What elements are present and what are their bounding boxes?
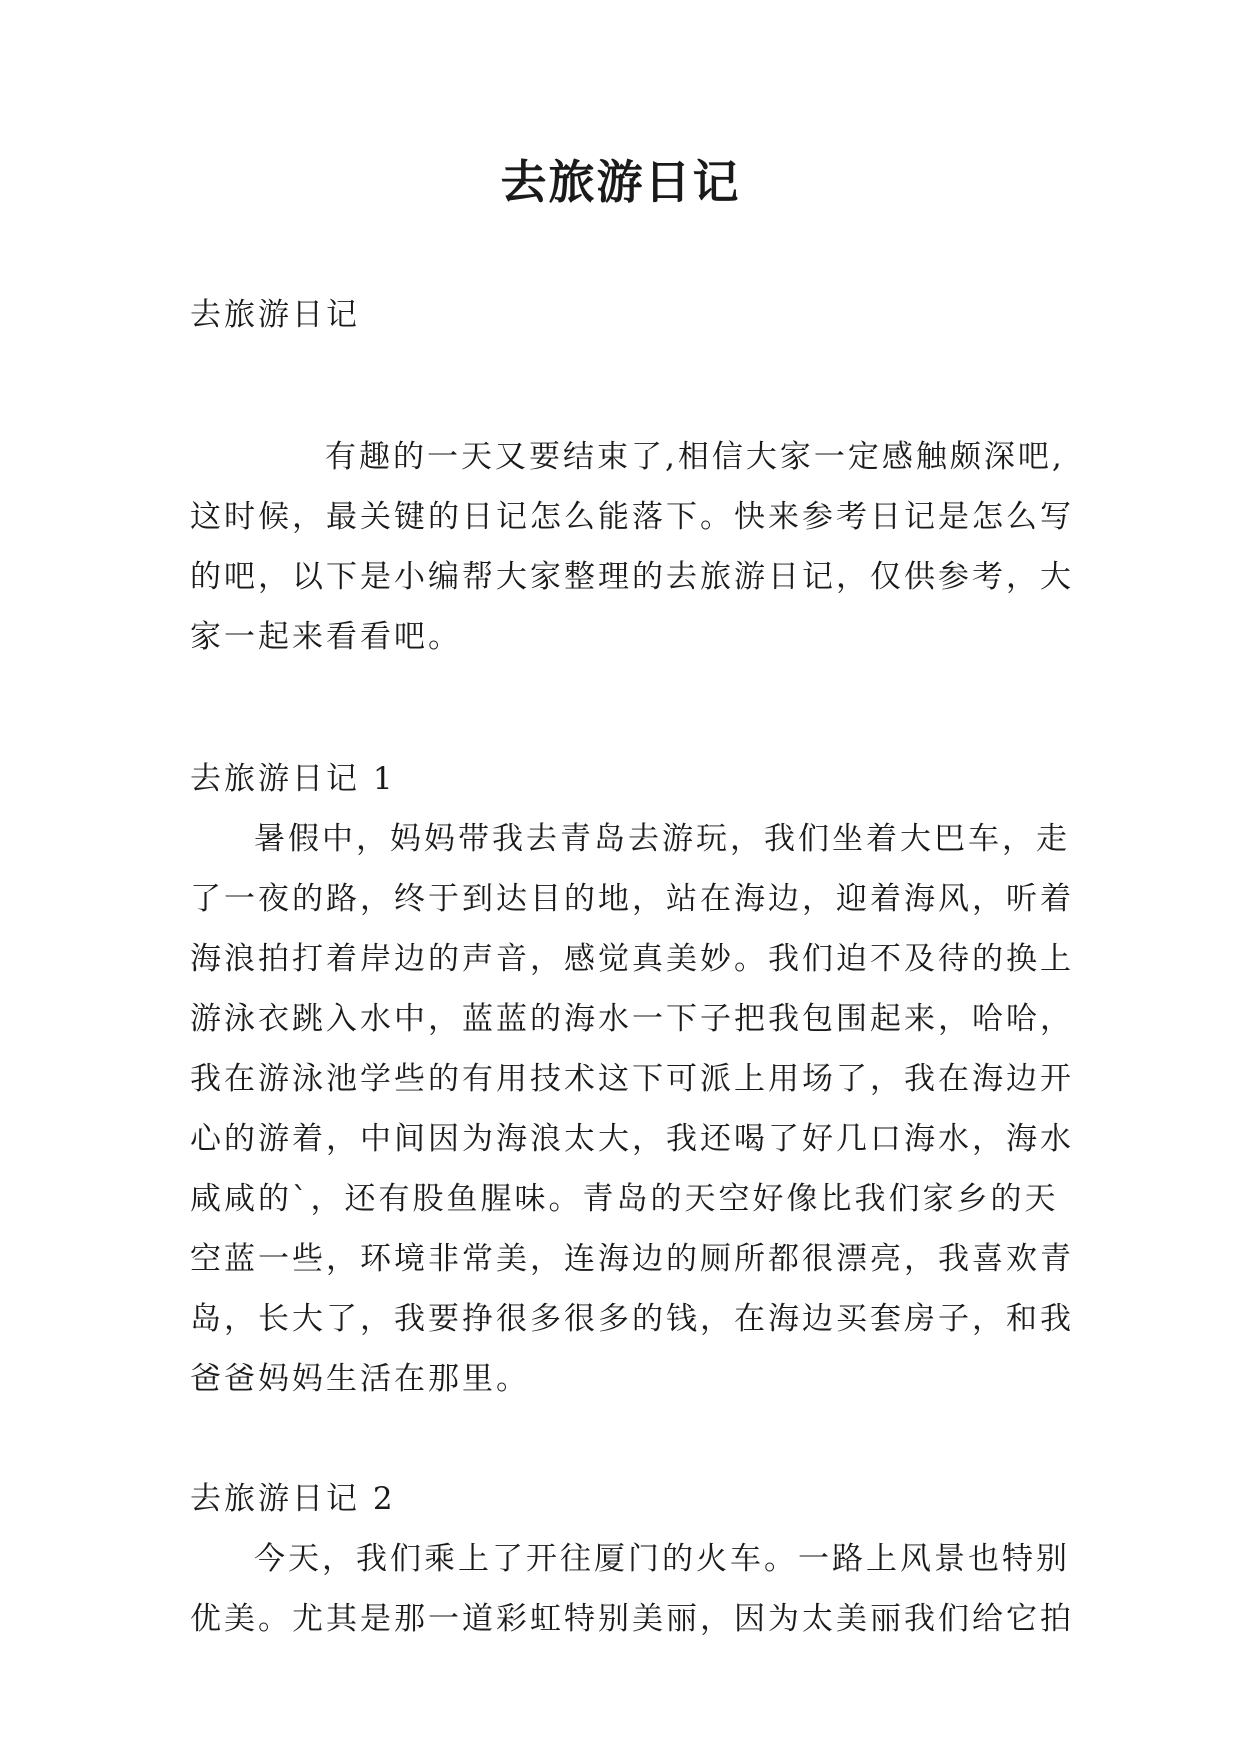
intro-paragraph [190,427,1074,667]
paragraph-line: 游泳衣跳入水中，蓝蓝的海水一下子把我包围起来，哈哈， [190,1001,1074,1037]
section-2 [190,1469,1074,1649]
paragraph-line: 优美。尤其是那一道彩虹特别美丽，因为太美丽我们给它拍 [190,1601,1074,1637]
spacer [190,667,1058,749]
section-heading: 去旅游日记 2 [190,1481,396,1517]
paragraph-line: 空蓝一些，环境非常美，连海边的厕所都很漂亮，我喜欢青 [190,1241,1074,1277]
paragraph-line: 今天，我们乘上了开往厦门的火车。一路上风景也特别 [254,1541,1070,1577]
paragraph-line: 海浪拍打着岸边的声音，感觉真美妙。我们迫不及待的换上 [190,941,1074,977]
paragraph-line: 我在游泳池学些的有用技术这下可派上用场了，我在海边开 [190,1061,1074,1097]
intro-line: 这时候，最关键的日记怎么能落下。快来参考日记是怎么写 [190,499,1074,535]
document-title: 去旅游日记 [500,155,741,209]
paragraph-line: 爸爸妈妈生活在那里。 [190,1361,530,1397]
subtitle: 去旅游日记 [190,297,360,333]
intro-line: 的吧，以下是小编帮大家整理的去旅游日记，仅供参考，大 [190,559,1074,595]
paragraph-line: 岛，长大了，我要挣很多很多的钱，在海边买套房子，和我 [190,1301,1074,1337]
paragraph-line: 咸咸的`，还有股鱼腥味。青岛的天空好像比我们家乡的天 [190,1181,1059,1217]
intro-line: 家一起来看看吧。 [190,619,462,655]
paragraph-line: 心的游着，中间因为海浪太大，我还喝了好几口海水，海水 [190,1121,1074,1157]
intro-line: 有趣的一天又要结束了,相信大家一定感触颇深吧, [325,439,1065,475]
document-body [190,285,1074,1649]
section-heading: 去旅游日记 1 [190,761,396,797]
paragraph-line: 了一夜的路，终于到达目的地，站在海边，迎着海风，听着 [190,881,1074,917]
spacer [190,345,1058,427]
section-1 [190,749,1074,1409]
spacer [190,1409,1058,1469]
paragraph-line: 暑假中，妈妈带我去青岛去游玩，我们坐着大巴车，走 [254,821,1070,857]
